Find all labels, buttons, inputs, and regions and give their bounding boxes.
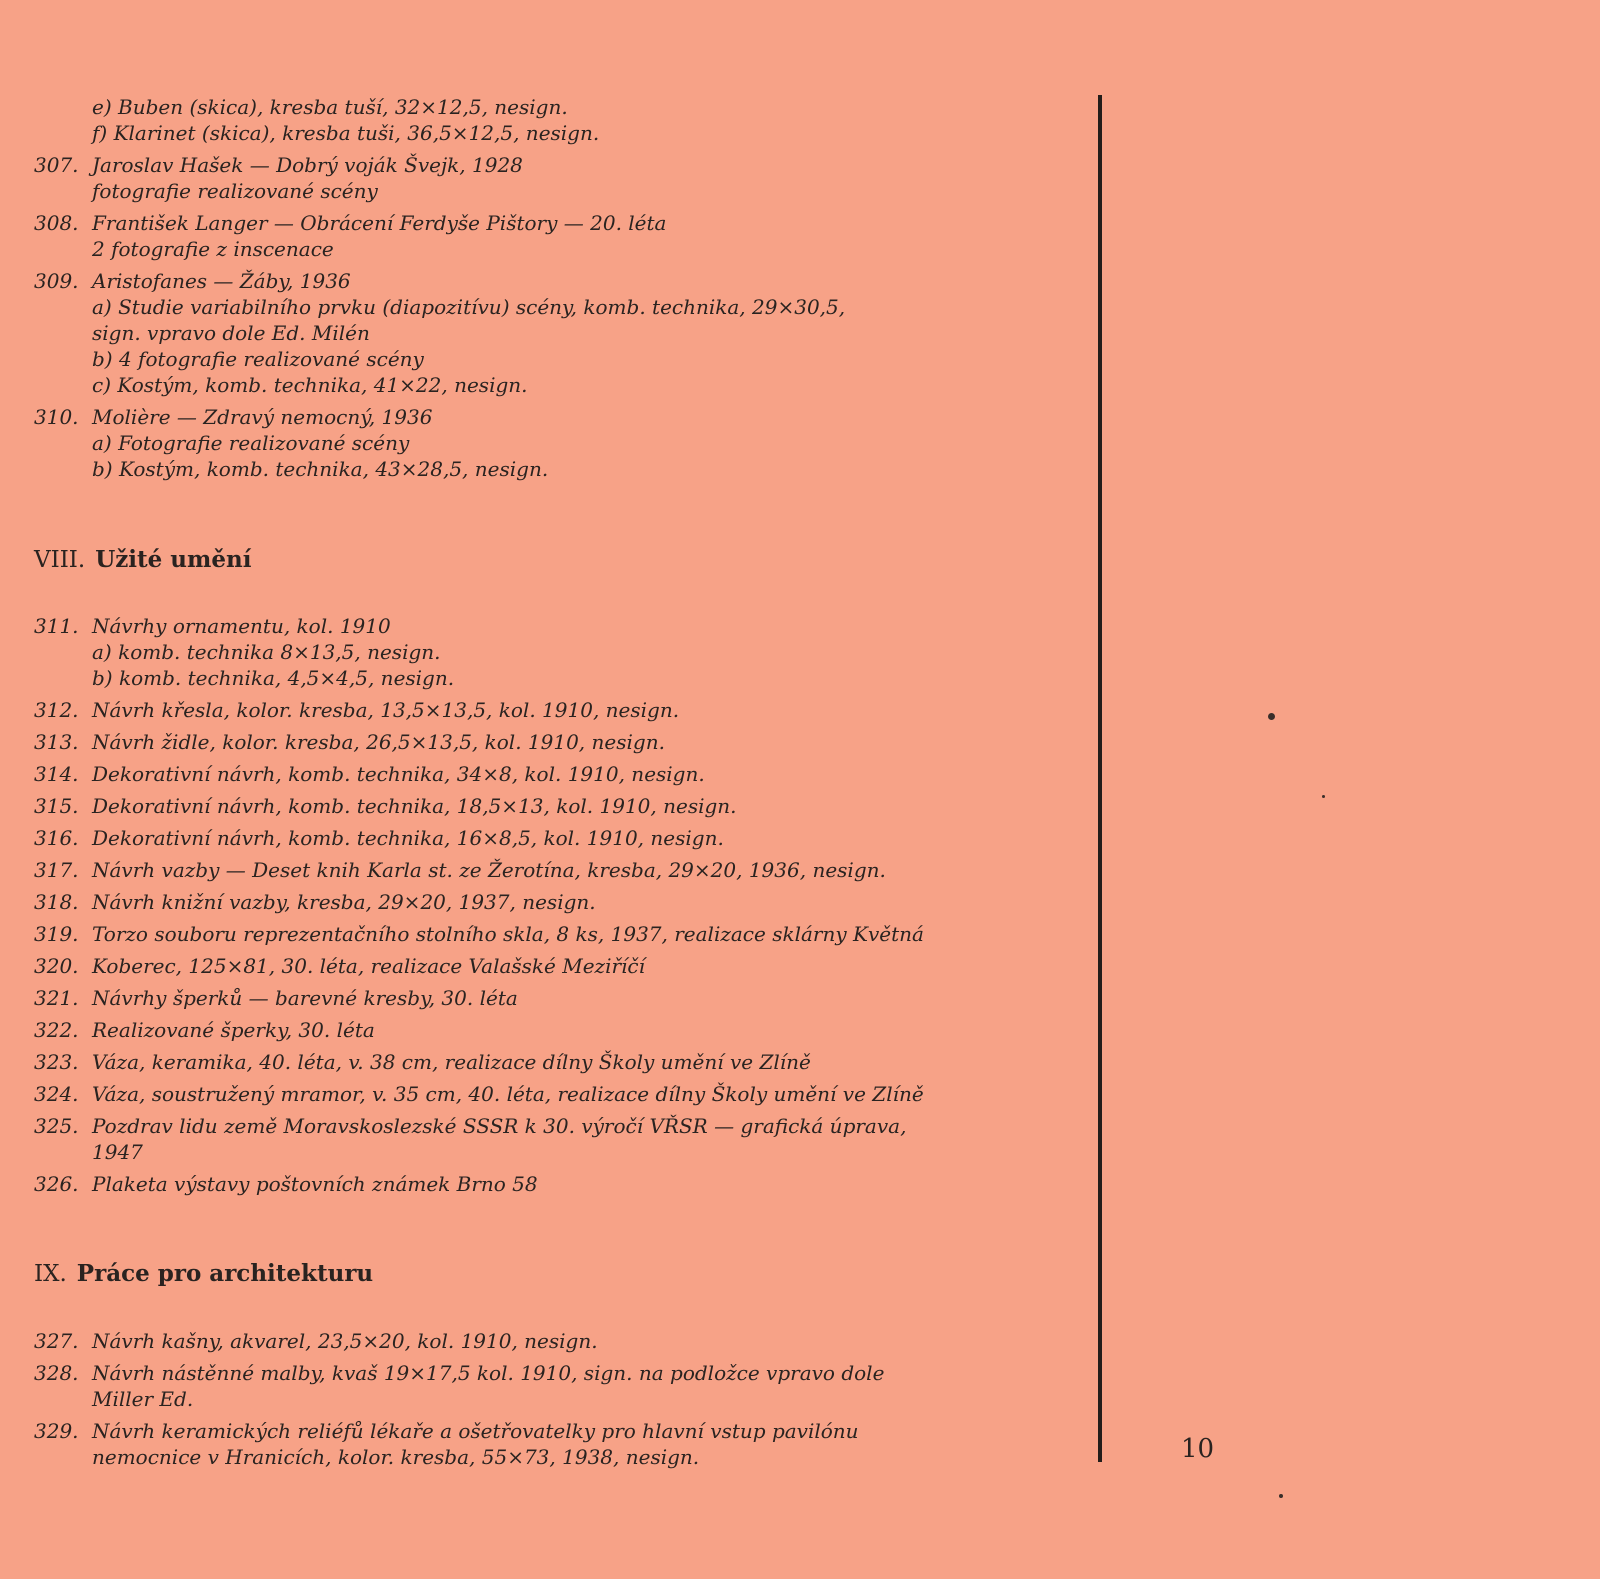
page-number: 10 — [1181, 1434, 1215, 1464]
entry-number: 315. — [34, 794, 79, 818]
section-heading-viii — [34, 546, 251, 573]
entry-text: b) 4 fotografie realizované scény — [92, 347, 424, 371]
entry-text: Návrh nástěnné malby, kvaš 19×17,5 kol. 1910, sign. na podložce vpravo dole — [92, 1361, 885, 1385]
entry-text: Návrh knižní vazby, kresba, 29×20, 1937, nesign. — [92, 890, 596, 914]
entry-number: 326. — [34, 1172, 79, 1196]
entry-text: Váza, keramika, 40. léta, v. 38 cm, realizace dílny Školy umění ve Zlíně — [92, 1050, 811, 1074]
entry-number: 321. — [34, 986, 79, 1010]
entry-number: 329. — [34, 1419, 79, 1443]
entry-text: Dekorativní návrh, komb. technika, 16×8,5, kol. 1910, nesign. — [92, 826, 724, 850]
entry-text: Dekorativní návrh, komb. technika, 18,5×13, kol. 1910, nesign. — [92, 794, 737, 818]
entry-text: Návrh křesla, kolor. kresba, 13,5×13,5, kol. 1910, nesign. — [92, 698, 680, 722]
section-title: Užité umění — [95, 546, 252, 573]
entry-text: Jaroslav Hašek — Dobrý voják Švejk, 1928 — [92, 153, 523, 177]
entry-text: b) Kostým, komb. technika, 43×28,5, nesign. — [92, 457, 549, 481]
entry-text: Plaketa výstavy poštovních známek Brno 58 — [92, 1172, 538, 1196]
entry-text: Dekorativní návrh, komb. technika, 34×8, kol. 1910, nesign. — [92, 762, 705, 786]
section-roman-numeral: IX. — [34, 1261, 67, 1287]
entry-text: nemocnice v Hranicích, kolor. kresba, 55×73, 1938, nesign. — [92, 1445, 700, 1469]
entry-number: 318. — [34, 890, 79, 914]
entry-number: 317. — [34, 858, 79, 882]
entry-number: 322. — [34, 1018, 79, 1042]
entry-number: 311. — [34, 614, 79, 638]
entry-text: Návrh židle, kolor. kresba, 26,5×13,5, kol. 1910, nesign. — [92, 730, 665, 754]
paper-fleck — [1279, 1494, 1283, 1498]
entry-text: sign. vpravo dole Ed. Milén — [92, 321, 370, 345]
section-title: Práce pro architekturu — [76, 1260, 374, 1287]
entry-number: 328. — [34, 1361, 79, 1385]
entry-text: Miller Ed. — [92, 1387, 194, 1411]
entry-number: 308. — [34, 211, 79, 235]
entry-text: f) Klarinet (skica), kresba tuši, 36,5×12,5, nesign. — [92, 121, 600, 145]
vertical-rule — [1098, 95, 1102, 1462]
entry-text: e) Buben (skica), kresba tuší, 32×12,5, nesign. — [92, 95, 568, 119]
entry-number: 324. — [34, 1082, 79, 1106]
section-roman-numeral: VIII. — [34, 547, 86, 573]
entry-text: 1947 — [92, 1140, 143, 1164]
entry-number: 327. — [34, 1329, 79, 1353]
entry-text: František Langer — Obrácení Ferdyše Pištory — 20. léta — [92, 211, 667, 235]
entry-number: 320. — [34, 954, 79, 978]
entry-text: fotografie realizované scény — [92, 179, 378, 203]
entry-number: 314. — [34, 762, 79, 786]
entry-number: 313. — [34, 730, 79, 754]
entry-text: Váza, soustružený mramor, v. 35 cm, 40. léta, realizace dílny Školy umění ve Zlíně — [92, 1082, 924, 1106]
entry-number: 309. — [34, 269, 79, 293]
section-heading-ix — [34, 1260, 373, 1287]
entry-text: 2 fotografie z inscenace — [92, 237, 334, 261]
entry-text: Koberec, 125×81, 30. léta, realizace Valašské Meziříčí — [92, 954, 646, 978]
entry-number: 316. — [34, 826, 79, 850]
entry-text: Aristofanes — Žáby, 1936 — [92, 269, 351, 293]
entry-text: Návrhy ornamentu, kol. 1910 — [92, 614, 391, 638]
entry-text: Torzo souboru reprezentačního stolního skla, 8 ks, 1937, realizace sklárny Květná — [92, 922, 924, 946]
entry-text: Návrhy šperků — barevné kresby, 30. léta — [92, 986, 518, 1010]
entry-number: 307. — [34, 153, 79, 177]
entry-number: 325. — [34, 1114, 79, 1138]
entry-text: Návrh kašny, akvarel, 23,5×20, kol. 1910, nesign. — [92, 1329, 598, 1353]
entry-text: a) Fotografie realizované scény — [92, 431, 410, 455]
entry-text: b) komb. technika, 4,5×4,5, nesign. — [92, 666, 455, 690]
entry-text: a) komb. technika 8×13,5, nesign. — [92, 640, 441, 664]
entry-text: Molière — Zdravý nemocný, 1936 — [92, 405, 433, 429]
paper-fleck — [1268, 713, 1275, 720]
entry-text: a) Studie variabilního prvku (diapozitívu) scény, komb. technika, 29×30,5, — [92, 295, 846, 319]
entry-number: 310. — [34, 405, 79, 429]
entry-text: Návrh keramických reliéfů lékaře a ošetřovatelky pro hlavní vstup pavilónu — [92, 1419, 859, 1443]
entry-text: c) Kostým, komb. technika, 41×22, nesign. — [92, 373, 528, 397]
entry-text: Realizované šperky, 30. léta — [92, 1018, 375, 1042]
entry-text: Pozdrav lidu země Moravskoslezské SSSR k 30. výročí VŘSR — grafická úprava, — [92, 1114, 907, 1138]
entry-number: 319. — [34, 922, 79, 946]
entry-number: 312. — [34, 698, 79, 722]
entry-number: 323. — [34, 1050, 79, 1074]
entry-text: Návrh vazby — Deset knih Karla st. ze Žerotína, kresba, 29×20, 1936, nesign. — [92, 858, 886, 882]
paper-fleck — [1322, 795, 1325, 798]
